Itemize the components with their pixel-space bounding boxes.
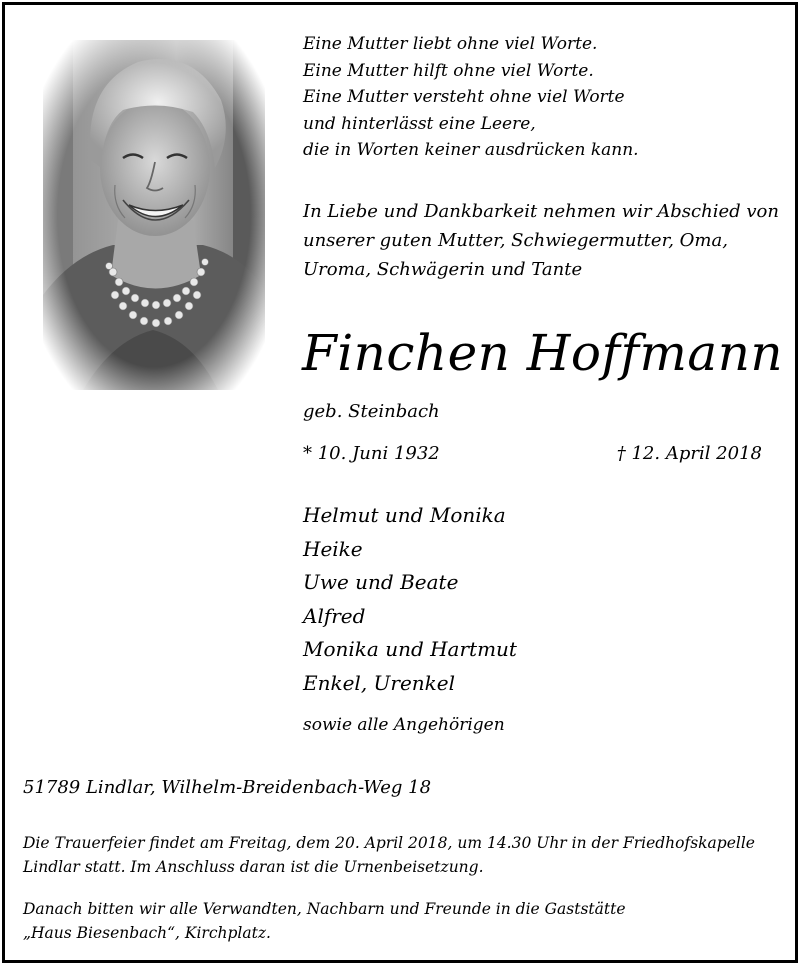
family-member: Monika und Hartmut xyxy=(303,637,517,661)
family-member: Heike xyxy=(303,536,363,561)
poem xyxy=(303,31,783,164)
service-line: Lindlar statt. Im Anschluss daran ist die Urnenbeisetzung. xyxy=(23,858,484,876)
intro-line: In Liebe und Dankbarkeit nehmen wir Abschied von xyxy=(303,201,779,222)
obituary-frame xyxy=(2,2,798,963)
poem-line: Eine Mutter versteht ohne viel Worte xyxy=(303,87,625,107)
portrait-photo-graphic xyxy=(43,40,265,390)
poem-line: Eine Mutter liebt ohne viel Worte. xyxy=(303,34,598,54)
family-member: Uwe und Beate xyxy=(303,570,459,594)
family-member: Helmut und Monika xyxy=(303,503,506,527)
relatives-line: sowie alle Angehörigen xyxy=(303,715,505,735)
poem-line: die in Worten keiner ausdrücken kann. xyxy=(303,140,639,160)
family-member: Enkel, Urenkel xyxy=(303,670,456,695)
maiden-name: geb. Steinbach xyxy=(303,401,440,422)
birth-date: * 10. Juni 1932 xyxy=(303,443,440,464)
intro-text xyxy=(303,197,783,284)
family-list xyxy=(303,499,517,700)
reception-info xyxy=(23,897,793,945)
death-date: † 12. April 2018 xyxy=(616,443,762,464)
service-line: Die Trauerfeier findet am Freitag, dem 20. April 2018, um 14.30 Uhr in der Friedhofskapelle xyxy=(23,834,755,852)
poem-line: Eine Mutter hilft ohne viel Worte. xyxy=(303,60,594,81)
reception-line: „Haus Biesenbach“, Kirchplatz. xyxy=(23,924,271,942)
intro-line: Uroma, Schwägerin und Tante xyxy=(303,259,583,280)
intro-line: unserer guten Mutter, Schwiegermutter, Oma, xyxy=(303,230,728,251)
address: 51789 Lindlar, Wilhelm-Breidenbach-Weg 18 xyxy=(23,777,432,798)
portrait-photo xyxy=(43,40,265,390)
family-member: Alfred xyxy=(303,603,366,628)
deceased-name: Finchen Hoffmann xyxy=(302,324,784,382)
reception-line: Danach bitten wir alle Verwandten, Nachbarn und Freunde in die Gaststätte xyxy=(23,900,626,918)
poem-line: und hinterlässt eine Leere, xyxy=(303,113,536,134)
service-info xyxy=(23,831,793,879)
